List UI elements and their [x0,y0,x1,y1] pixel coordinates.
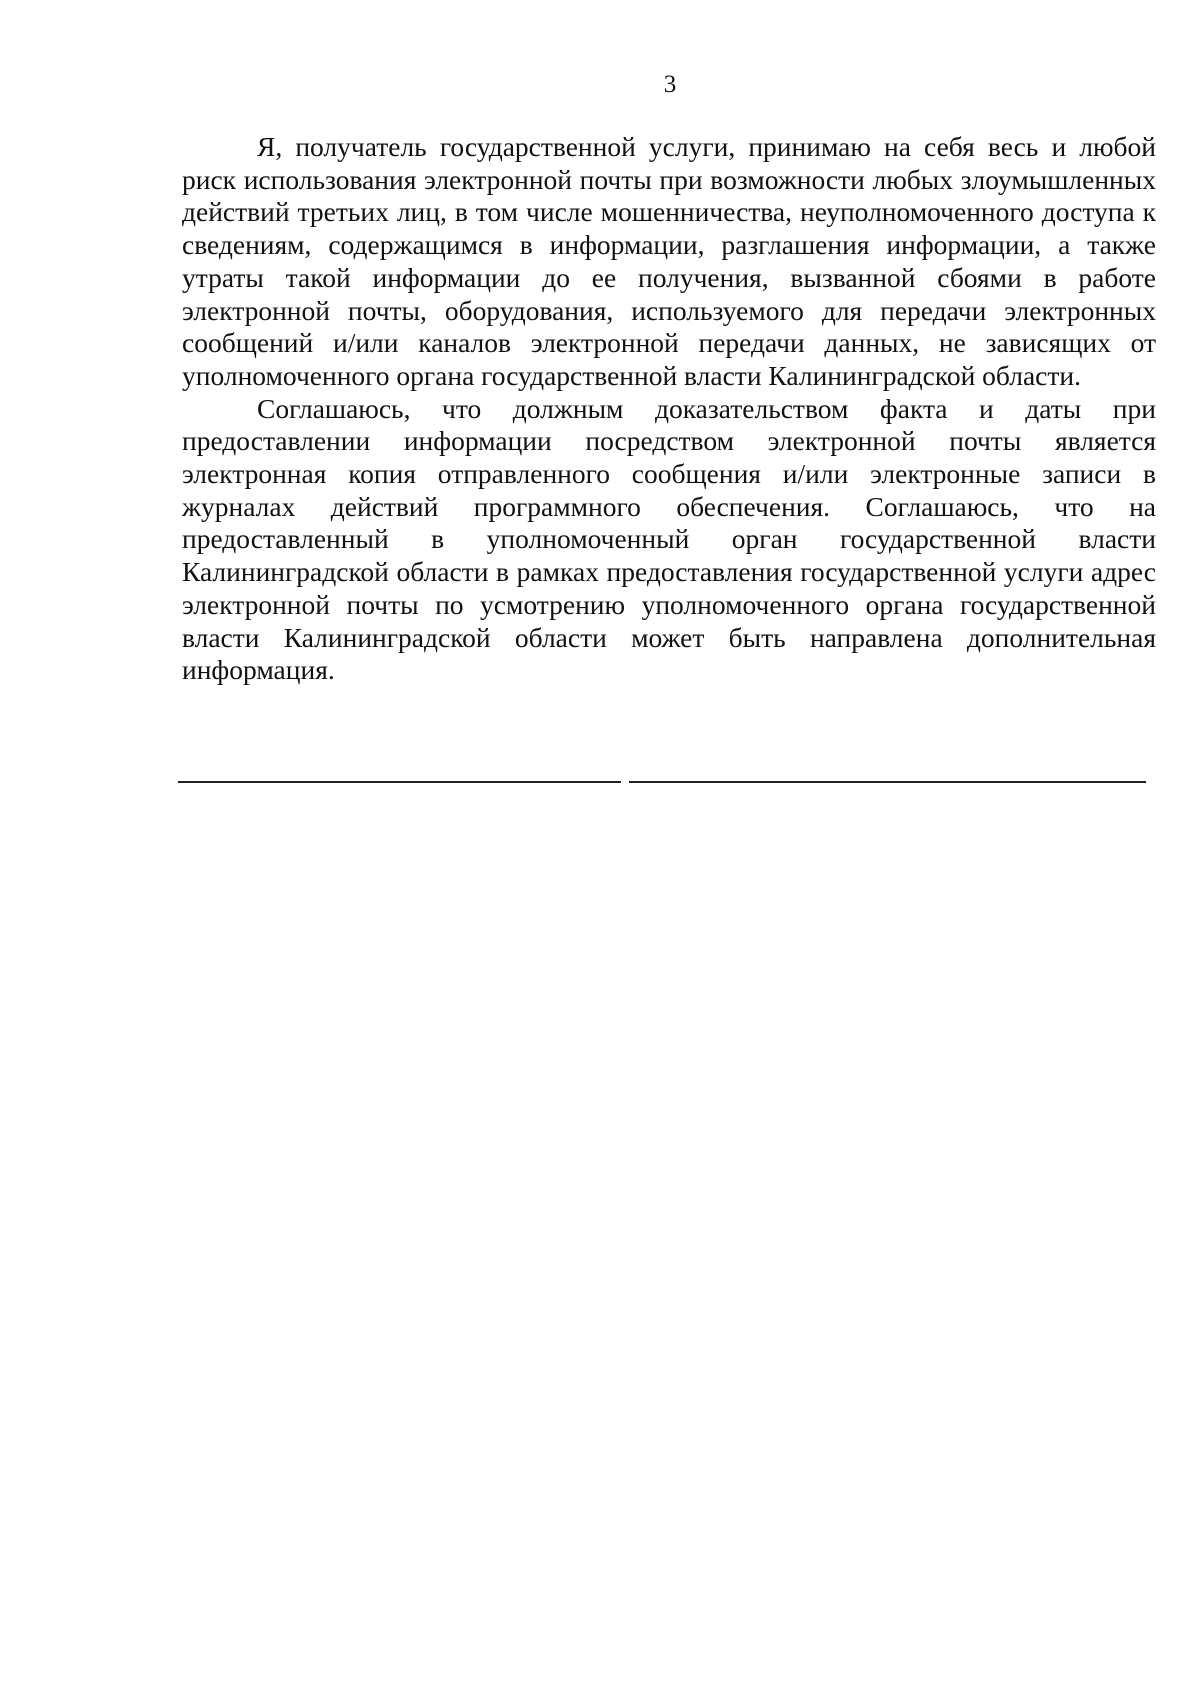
signature-line-right [629,781,1146,783]
paragraph-evidence-consent: Соглашаюсь, что должным доказательством факта и даты при предоставлении информации посредством электронной почты является электронная копия отправленного сообщения и/или электронные записи в журналах действий программного обеспечения. Соглашаюсь, что на предоставленный в уполномоченный орган государственной власти Калининградской области в рамках предоставления государственной услуги адрес электронной почты по усмотрению уполномоченного органа государственной власти Калининградской области может быть направлена дополнительная информация. [182,392,1156,686]
page-number: 3 [663,71,677,98]
paragraph-risk-acceptance: Я, получатель государственной услуги, принимаю на себя весь и любой риск использования электронной почты при возможности любых злоумышленных действий третьих лиц, в том числе мошенничества, неуполномоченного доступа к сведениям, содержащимся в информации, разглашения информации, а также утраты такой информации до ее получения, вызванной сбоями в работе электронной почты, оборудования, используемого для передачи электронных сообщений и/или каналов электронной передачи данных, не зависящих от уполномоченного органа государственной власти Калининградской области. [182,131,1156,391]
document-body [182,131,1156,687]
signature-line-left [178,781,621,783]
